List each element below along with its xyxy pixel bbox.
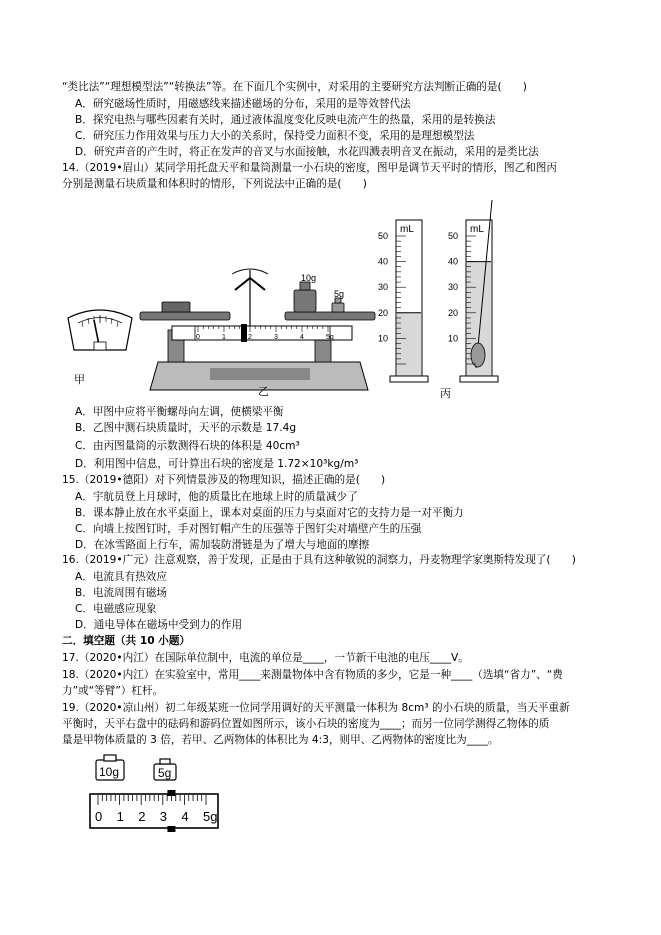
q16-option-c: C．电磁感应现象 bbox=[75, 603, 157, 615]
cylinder-tick-label: 40 bbox=[448, 256, 459, 267]
q19-stem-line3: 量是甲物体质量的 3 倍，若甲、乙两物体的体积比为 4:3，则甲、乙两物体的密度比为____。 bbox=[62, 734, 499, 746]
beam-tick-label: 3 bbox=[274, 334, 278, 341]
q14-stem-line1: 14.（2019•眉山）某同学用托盘天平和量筒测量一小石块的密度，图甲是调节天平时的情形，图乙和图丙 bbox=[62, 162, 557, 174]
rider-top bbox=[167, 790, 175, 796]
q15-option-a: A．宇航员登上月球时，他的质量比在地球上时的质量减少了 bbox=[75, 491, 358, 503]
cylinder-tick-label: 30 bbox=[448, 282, 459, 293]
beam2-tick-label: 5g bbox=[203, 809, 218, 824]
cylinder-tick-label: 30 bbox=[378, 282, 389, 293]
cylinder-tick-label: 20 bbox=[448, 307, 459, 318]
q16-option-a: A．电流具有热效应 bbox=[75, 571, 167, 583]
q14-option-a: A．甲图中应将平衡螺母向左调，使横梁平衡 bbox=[75, 406, 284, 418]
q13-option-c: C．研究压力作用效果与压力大小的关系时，保持受力面积不变，采用的是理想模型法 bbox=[75, 130, 475, 142]
beam-tick-label: 0 bbox=[196, 334, 200, 341]
q13-option-b: B．探究电热与哪些因素有关时，通过液体温度变化反映电流产生的热量，采用的是转换法 bbox=[75, 114, 496, 126]
q13-stem-end: “类比法”“理想模型法”“转换法”等。在下面几个实例中，对采用的主要研究方法判断正确的是( ) bbox=[62, 81, 527, 93]
q16-stem: 16.（2019•广元）注意观察，善于发现，正是由于具有这种敏锐的洞察力，丹麦物理学家奥斯特发现了( ) bbox=[62, 554, 576, 566]
weight-label-5g: 5g bbox=[334, 289, 345, 299]
q14-stem-line2: 分别是测量石块质量和体积时的情形，下列说法中正确的是( ) bbox=[62, 178, 367, 190]
q14-option-c: C．由丙图量筒的示数测得石块的体积是 40cm³ bbox=[75, 440, 300, 452]
q18-stem-line2: 力”或“等臂”）杠杆。 bbox=[62, 685, 164, 697]
beam-tick-label: 5g bbox=[326, 334, 334, 341]
beam2-tick-label: 3 bbox=[159, 809, 168, 824]
beam-tick-label: 2 bbox=[248, 334, 252, 341]
cylinder-left bbox=[390, 220, 428, 382]
q15-stem: 15.（2019•德阳）对下列情景涉及的物理知识，描述正确的是( ) bbox=[62, 474, 386, 486]
q15-option-d: D．在冰雪路面上行车，需加装防滑链是为了增大与地面的摩擦 bbox=[75, 539, 370, 551]
q16-option-b: B．电流周围有磁场 bbox=[75, 587, 168, 599]
q13-option-d: D．研究声音的产生时，将正在发声的音叉与水面接触，水花四溅表明音叉在振动，采用的是类比法 bbox=[75, 146, 539, 158]
q19-stem-line1: 19.（2020•凉山州）初二年级某班一位同学用调好的天平测量一体积为 8cm³ 的小石块的质量，当天平重新 bbox=[62, 702, 570, 714]
cylinder-tick-label: 10 bbox=[378, 333, 389, 344]
cylinder-tick-label: 50 bbox=[448, 231, 459, 241]
rider-bottom bbox=[167, 826, 175, 832]
weight2-label-5g: 5g bbox=[158, 766, 172, 780]
cylinder-tick-label: 40 bbox=[378, 256, 389, 267]
balance-yi bbox=[140, 269, 375, 390]
q16-option-d: D．通电导体在磁场中受到力的作用 bbox=[75, 619, 243, 631]
q19-stem-line2: 平衡时，天平右盘中的砝码和游码位置如图所示，该小石块的密度为____；而另一位同学测得乙物体的质 bbox=[62, 718, 550, 730]
beam-tick-label: 4 bbox=[300, 334, 304, 341]
cyl-right-unit: mL bbox=[470, 224, 484, 235]
label-yi: 乙 bbox=[258, 386, 269, 398]
cylinder-tick-label: 20 bbox=[378, 307, 389, 318]
q15-option-b: B．课本静止放在水平桌面上，课本对桌面的压力与桌面对它的支持力是一对平衡力 bbox=[75, 507, 464, 519]
cylinder-tick-label: 50 bbox=[378, 231, 389, 241]
q14-figure bbox=[60, 190, 540, 405]
q15-option-c: C．向墙上按图钉时，手对图钉帽产生的压强等于图钉尖对墙壁产生的压强 bbox=[75, 523, 422, 535]
cyl-left-unit: mL bbox=[400, 224, 414, 235]
weight2-label-10g: 10g bbox=[99, 765, 120, 779]
cylinder-scales bbox=[378, 231, 476, 364]
cylinder-tick-label: 10 bbox=[448, 333, 459, 344]
q18-stem-line1: 18.（2020•内江）在实验室中，常用____来测量物体中含有物质的多少，它是一种____（选填“省力”、“费 bbox=[62, 669, 563, 681]
q14-option-b: B．乙图中测石块质量时，天平的示数是 17.4g bbox=[75, 422, 297, 434]
beam2-tick-label: 1 bbox=[116, 809, 124, 824]
q17-stem: 17.（2020•内江）在国际单位制中，电流的单位是____，一节新干电池的电压____V。 bbox=[62, 652, 469, 664]
dial-jia bbox=[68, 310, 132, 350]
beam-tick-label: 1 bbox=[222, 334, 226, 341]
q14-option-d: D．利用图中信息，可计算出石块的密度是 1.72×10³kg/m³ bbox=[75, 458, 359, 470]
section-heading-fill-blank: 二．填空题（共 10 小题） bbox=[62, 635, 191, 647]
beam2-tick-label: 4 bbox=[181, 809, 189, 824]
label-jia: 甲 bbox=[74, 374, 85, 386]
q13-option-a: A．研究磁场性质时，用磁感线来描述磁场的分布，采用的是等效替代法 bbox=[75, 98, 411, 110]
beam2-tick-label: 2 bbox=[138, 809, 146, 824]
weight-label-10g: 10g bbox=[301, 273, 317, 283]
beam2-tick-label: 0 bbox=[95, 809, 103, 824]
q19-figure bbox=[88, 750, 228, 835]
label-bing: 丙 bbox=[440, 388, 451, 400]
